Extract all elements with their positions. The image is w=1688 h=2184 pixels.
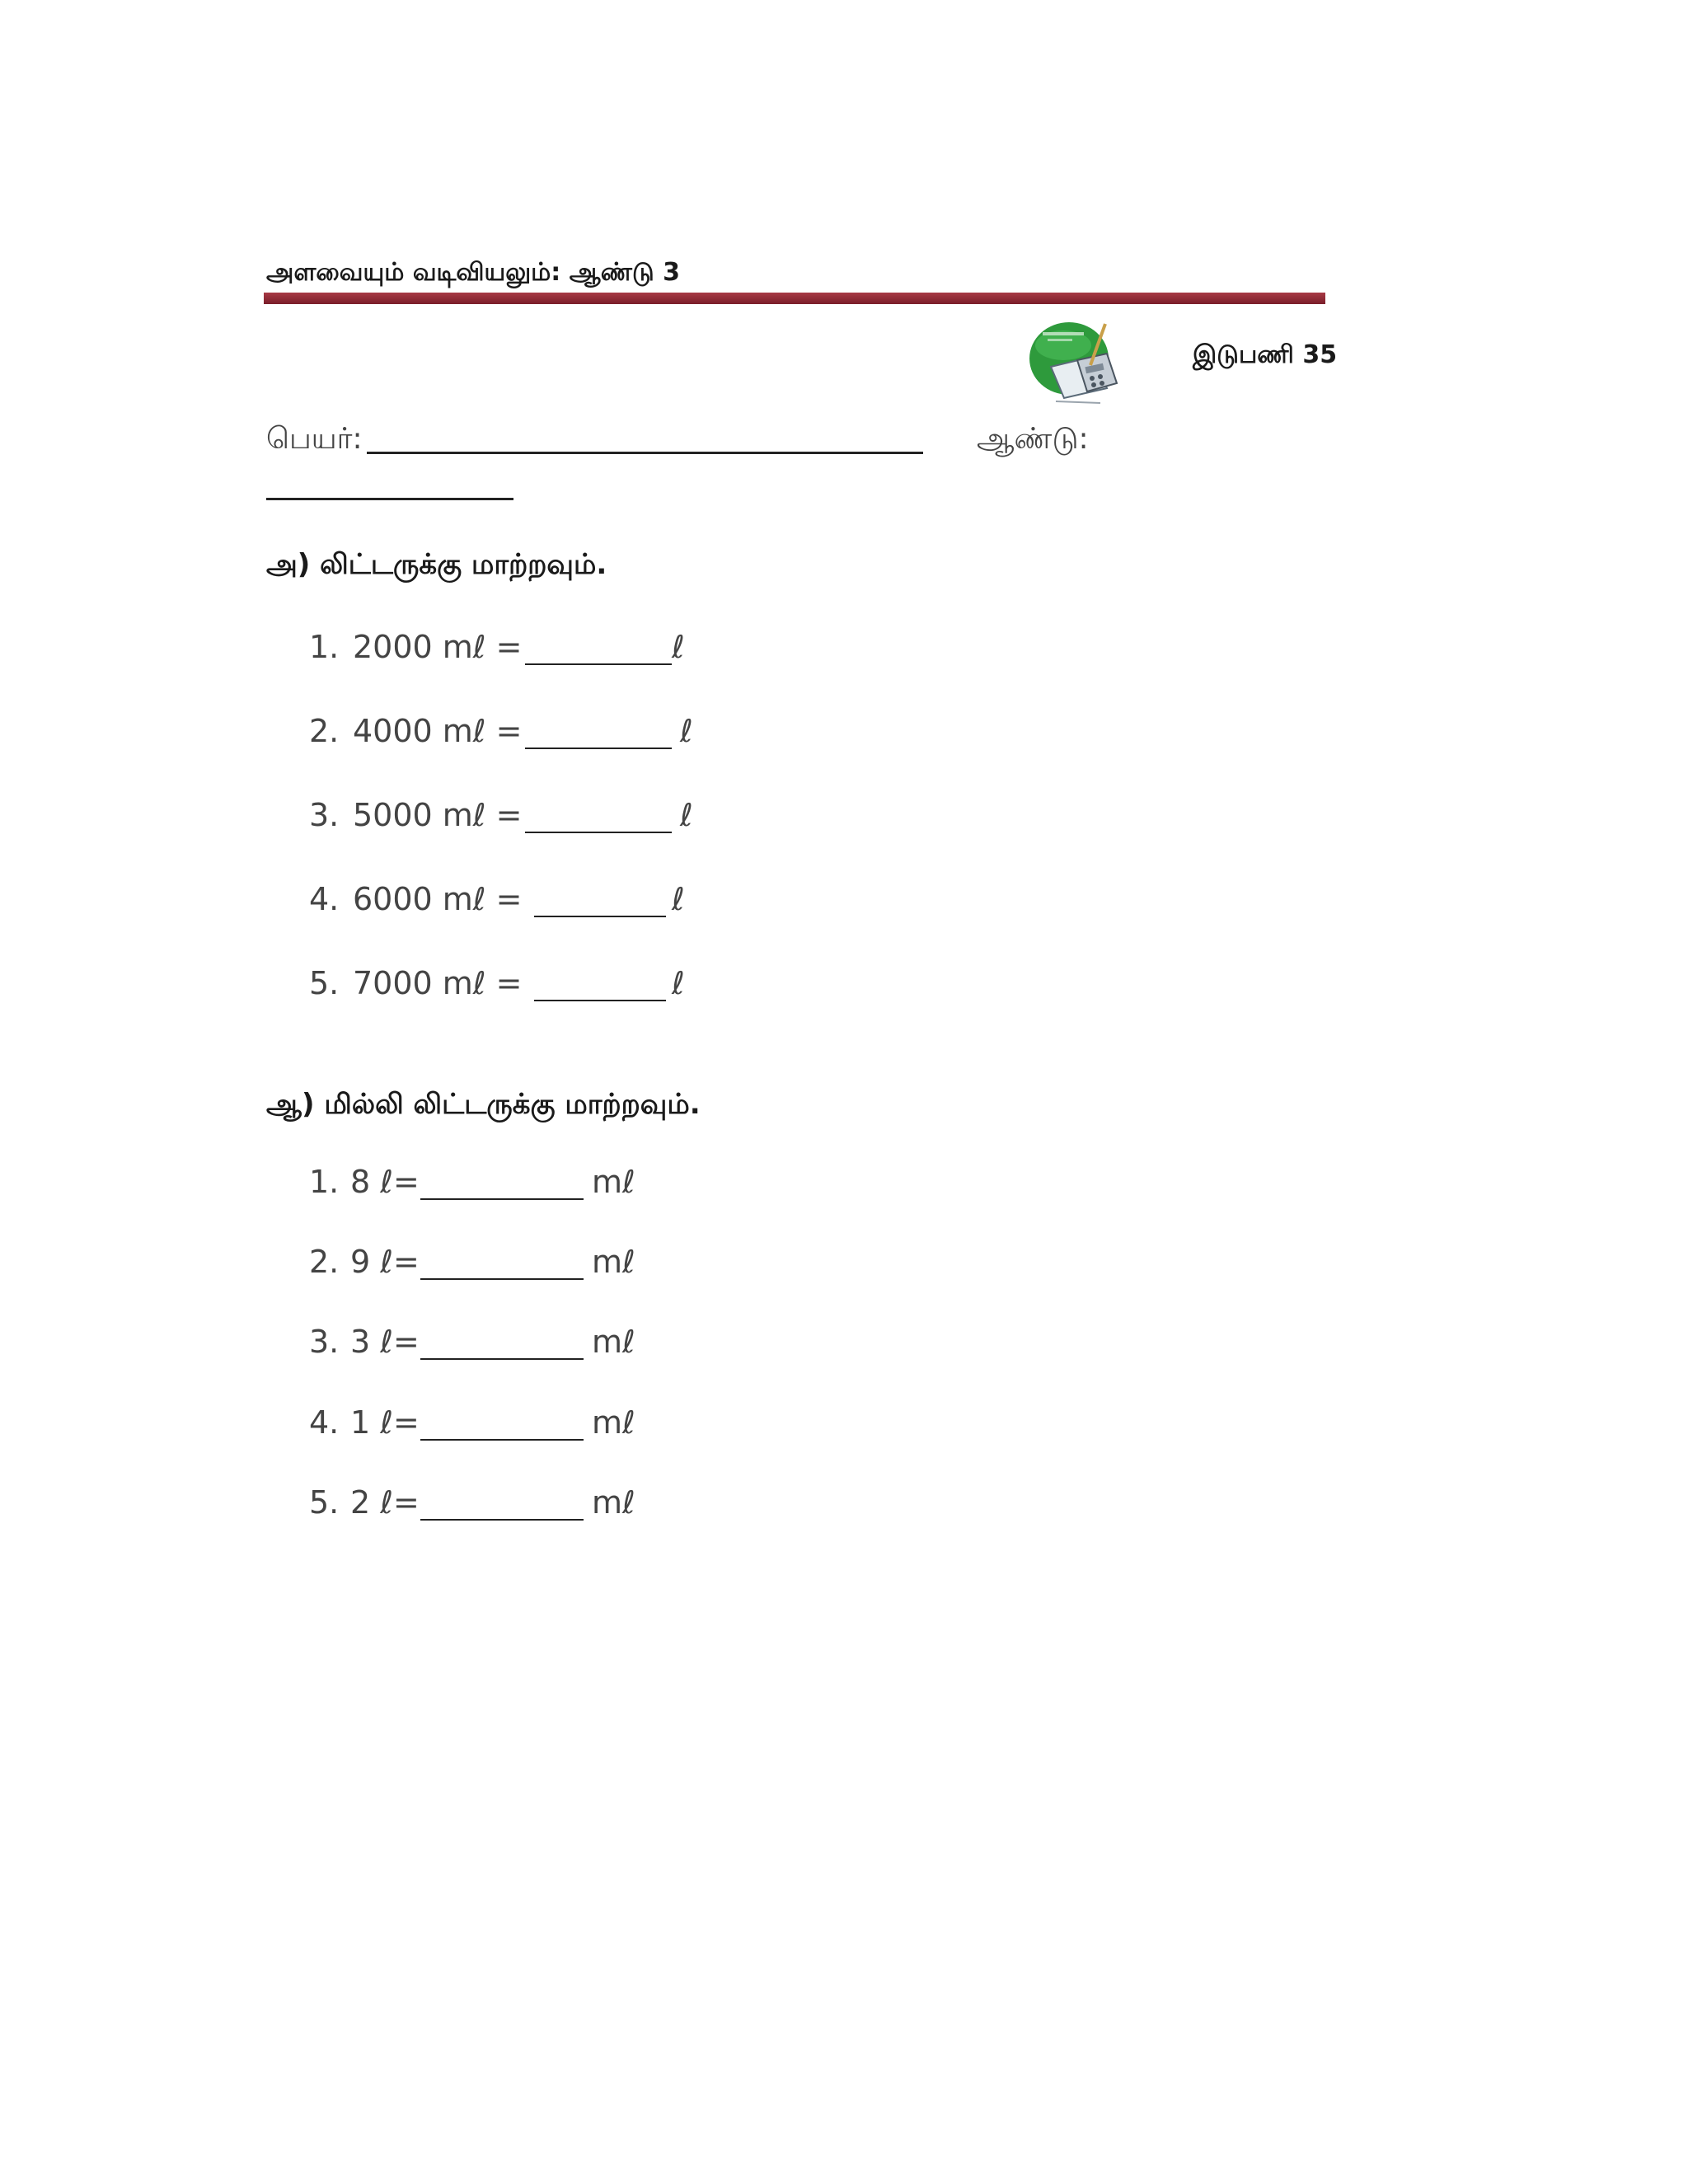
section-a-q4-unit: ℓ <box>672 881 685 917</box>
section-b-q5-expression: 2 ℓ= <box>350 1484 420 1521</box>
name-label: பெயர்: <box>266 422 363 456</box>
section-b-q2-number: 2. <box>309 1244 340 1280</box>
section-b-q4-unit: mℓ <box>592 1404 635 1441</box>
section-a-q5-unit: ℓ <box>672 965 685 1001</box>
section-a-q1-expression: 2000 mℓ = <box>353 629 523 665</box>
section-a-q5-expression: 7000 mℓ = <box>353 965 523 1001</box>
section-a-q2-unit: ℓ <box>680 713 693 749</box>
section-b-q3-answer[interactable] <box>420 1358 584 1360</box>
section-a-q4-answer[interactable] <box>534 916 666 917</box>
section-b-q2-expression: 9 ℓ= <box>350 1244 420 1280</box>
page-header-title: அளவையும் வடிவியலும்: ஆண்டு 3 <box>266 258 680 287</box>
section-a-q1-number: 1. <box>309 629 340 665</box>
name-field[interactable] <box>367 452 923 454</box>
section-b-q1-answer[interactable] <box>420 1198 584 1200</box>
section-b-q5-answer[interactable] <box>420 1519 584 1521</box>
section-b-q5-number: 5. <box>309 1484 340 1521</box>
section-a-q3-unit: ℓ <box>680 797 693 833</box>
section-b-title: ஆ) மில்லி லிட்டருக்கு மாற்றவும். <box>266 1088 701 1121</box>
year-label: ஆண்டு: <box>977 422 1089 456</box>
section-a-q2-expression: 4000 mℓ = <box>353 713 523 749</box>
section-b-q3-number: 3. <box>309 1324 340 1360</box>
section-a-q1-answer[interactable] <box>525 663 672 665</box>
section-a-q5-number: 5. <box>309 965 340 1001</box>
section-b-q5-unit: mℓ <box>592 1484 635 1521</box>
section-b-q4-answer[interactable] <box>420 1439 584 1441</box>
section-a-title: அ) லிட்டருக்கு மாற்றவும். <box>266 548 607 581</box>
section-b-q4-expression: 1 ℓ= <box>350 1404 420 1441</box>
section-a-q1-unit: ℓ <box>672 629 685 665</box>
section-b-q1-number: 1. <box>309 1164 340 1200</box>
section-b-q3-expression: 3 ℓ= <box>350 1324 420 1360</box>
section-a-q3-expression: 5000 mℓ = <box>353 797 523 833</box>
section-a-q3-answer[interactable] <box>525 832 672 833</box>
section-a-q5-answer[interactable] <box>534 1000 666 1001</box>
calculator-board-icon <box>1026 317 1123 406</box>
section-a-q4-number: 4. <box>309 881 340 917</box>
section-b-q4-number: 4. <box>309 1404 340 1441</box>
section-a-q2-number: 2. <box>309 713 340 749</box>
section-a-q4-expression: 6000 mℓ = <box>353 881 523 917</box>
section-b-q2-answer[interactable] <box>420 1278 584 1280</box>
task-number-label: இடுபணி 35 <box>1193 340 1338 369</box>
name-field-continuation[interactable] <box>266 498 513 500</box>
section-b-q2-unit: mℓ <box>592 1244 635 1280</box>
section-b-q1-expression: 8 ℓ= <box>350 1164 420 1200</box>
section-b-q1-unit: mℓ <box>592 1164 635 1200</box>
section-a-q3-number: 3. <box>309 797 340 833</box>
section-b-q3-unit: mℓ <box>592 1324 635 1360</box>
header-divider <box>264 293 1325 304</box>
section-a-q2-answer[interactable] <box>525 748 672 749</box>
